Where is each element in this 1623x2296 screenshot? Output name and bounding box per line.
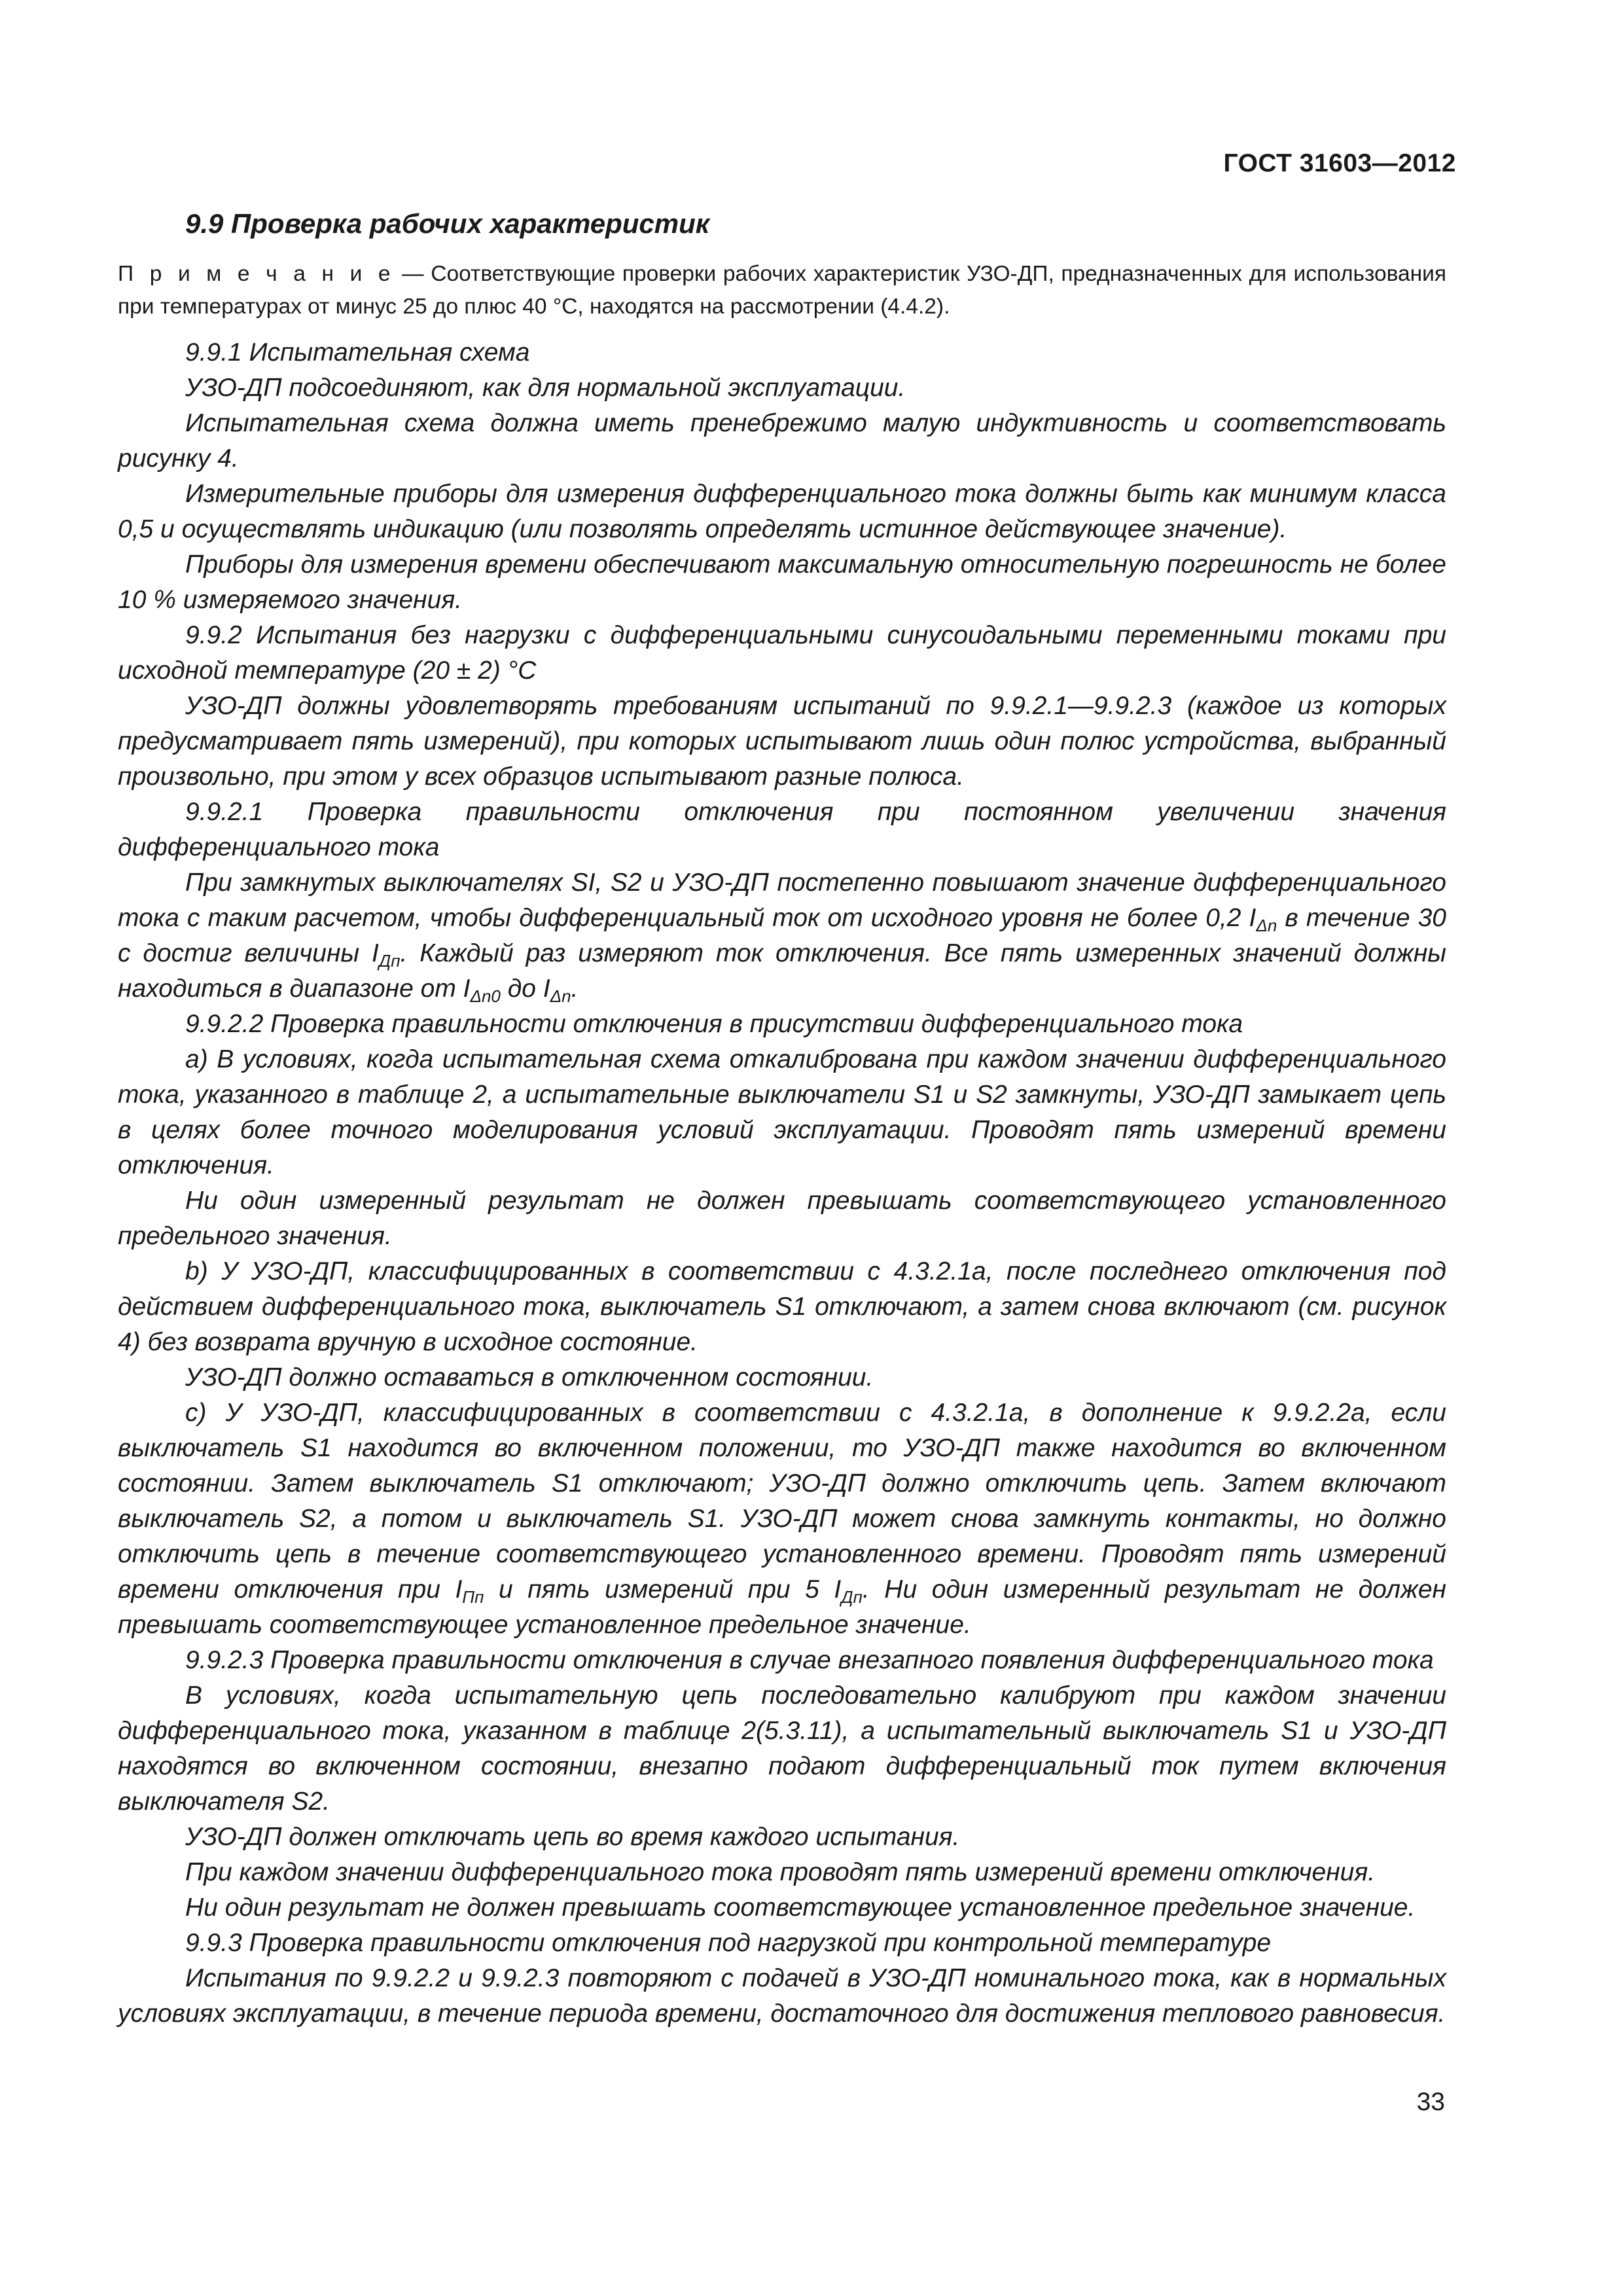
- paragraph: В условиях, когда испытательную цепь последовательно калибруют при каждом значении дифференциального тока, указанном в таблице 2(5.3.11), а испытательный выключатель S1 и УЗО-ДП находятся во включенном состоянии, внезапно подают дифференциальный ток путем включения выключателя S2.: [118, 1681, 1446, 1816]
- paragraph-9-9-2-3: 9.9.2.3 Проверка правильности отключения в случае внезапного появления дифференциального тока: [185, 1646, 1434, 1674]
- subscript: Дп: [378, 951, 401, 971]
- text-run: в течение 30 с достиг величины I: [118, 904, 1446, 967]
- paragraph-9-9-2-2: 9.9.2.2 Проверка правильности отключения в присутствии дифференциального тока: [185, 1010, 1243, 1038]
- paragraph-9-9-3: 9.9.3 Проверка правильности отключения под нагрузкой при контрольной температуре: [185, 1929, 1272, 1957]
- text-run: . Каждый раз измеряют ток отключения. Все пять измеренных значений должны находиться в диапазоне от I: [118, 939, 1446, 1003]
- note-block: [118, 258, 1446, 323]
- page-number: 33: [1416, 2088, 1445, 2116]
- text-run: c) У УЗО-ДП, классифицированных в соответствии с 4.3.2.1а, в дополнение к 9.9.2.2а, если выключатель S1 находится во включенном положении, то УЗО-ДП также находится во включенном состоянии. Затем выключатель S1 отключают; УЗО-ДП должно отключить цепь. Затем включают выключатель S2, а потом и выключатель S1. УЗО-ДП может снова замкнуть контакты, но должно отключить цепь в течение соответствующего установленного времени. Проводят пять измерений времени отключения при I: [118, 1399, 1446, 1604]
- paragraph-9-9-2: 9.9.2 Испытания без нагрузки с дифференциальными синусоидальными переменными токами при исходной температуре (20 ± 2) °С: [118, 621, 1446, 685]
- paragraph: a) В условиях, когда испытательная схема откалиброванa при каждом значении дифференциального тока, указанного в таблице 2, а испытательные выключатели S1 и S2 замкнуты, УЗО-ДП замыкает цепь в целях более точного моделирования условий эксплуатации. Проводят пять измерений времени отключения.: [118, 1045, 1447, 1179]
- text-run: . Ни один измеренный результат не должен превышать соответствующее установленное предельное значение.: [118, 1575, 1446, 1639]
- paragraph-9-9-1: 9.9.1 Испытательная схема: [185, 338, 530, 367]
- document-header: ГОСТ 31603—2012: [1223, 149, 1456, 177]
- paragraph: [118, 865, 1446, 1007]
- paragraph: УЗО-ДП должны удовлетворять требованиям испытаний по 9.9.2.1—9.9.2.3 (каждое из которых предусматривает пять измерений), при которых испытывают лишь один полюс устройства, выбранный произвольно, при этом у всех образцов испытывают разные полюса.: [118, 692, 1446, 791]
- paragraph: Ни один результат не должен превышать соответствующее установленное предельное значение.: [185, 1893, 1416, 1922]
- subscript: Пп: [462, 1587, 484, 1607]
- paragraph: УЗО-ДП должен отключать цепь во время каждого испытания.: [185, 1823, 960, 1851]
- paragraph-9-9-2-1: 9.9.2.1 Проверка правильности отключения при постоянном увеличении значения дифференциального тока: [118, 798, 1446, 861]
- paragraph: Испытательная схема должна иметь пренебрежимо малую индуктивность и соответствовать рисунку 4.: [118, 409, 1446, 473]
- text-run: При замкнутых выключателях SI, S2 и УЗО-ДП постепенно повышают значение дифференциального тока с таким расчетом, чтобы дифференциальный ток от исходного уровня не более 0,2 I: [118, 869, 1446, 932]
- note-text: — Соответствующие проверки рабочих характеристик УЗО-ДП, предназначенных для использования при температурах от минус 25 до плюс 40 °С, находятся на рассмотрении (4.4.2).: [118, 262, 1447, 319]
- paragraph: УЗО-ДП должно оставаться в отключенном состоянии.: [185, 1363, 874, 1391]
- subscript: Дп: [841, 1587, 863, 1607]
- paragraph: Измерительные приборы для измерения дифференциального тока должны быть как минимум класса 0,5 и осуществлять индикацию (или позволять определять истинное действующее значение).: [118, 480, 1446, 543]
- section-title: 9.9 Проверка рабочих характеристик: [185, 208, 710, 239]
- text-run: .: [571, 975, 579, 1003]
- text-run: до I: [500, 975, 550, 1003]
- note-label: П р и м е ч а н и е: [118, 262, 395, 286]
- text-run: и пять измерений при 5 I: [484, 1575, 842, 1604]
- paragraph: УЗО-ДП подсоединяют, как для нормальной эксплуатации.: [185, 374, 906, 402]
- paragraph: b) У УЗО-ДП, классифицированных в соответствии с 4.3.2.1а, после последнего отключения под действием дифференциального тока, выключатель S1 отключают, а затем снова включают (см. рисунок 4) без возврата вручную в исходное состояние.: [118, 1257, 1446, 1356]
- subscript: Δn0: [470, 986, 501, 1006]
- subscript: Δn: [550, 986, 571, 1006]
- paragraph: При каждом значении дифференциального тока проводят пять измерений времени отключения.: [185, 1858, 1376, 1886]
- paragraph: Ни один измеренный результат не должен превышать соответствующего установленного предельного значения.: [118, 1187, 1446, 1250]
- paragraph: Испытания по 9.9.2.2 и 9.9.2.3 повторяют с подачей в УЗО-ДП номинального тока, как в нормальных условиях эксплуатации, в течение периода времени, достаточного для достижения теплового равновесия.: [118, 1964, 1446, 2028]
- paragraph: Приборы для измерения времени обеспечивают максимальную относительную погрешность не более 10 % измеряемого значения.: [118, 550, 1446, 614]
- body-text: [118, 335, 1446, 2032]
- paragraph: [118, 1395, 1446, 1643]
- subscript: Δn: [1256, 916, 1277, 935]
